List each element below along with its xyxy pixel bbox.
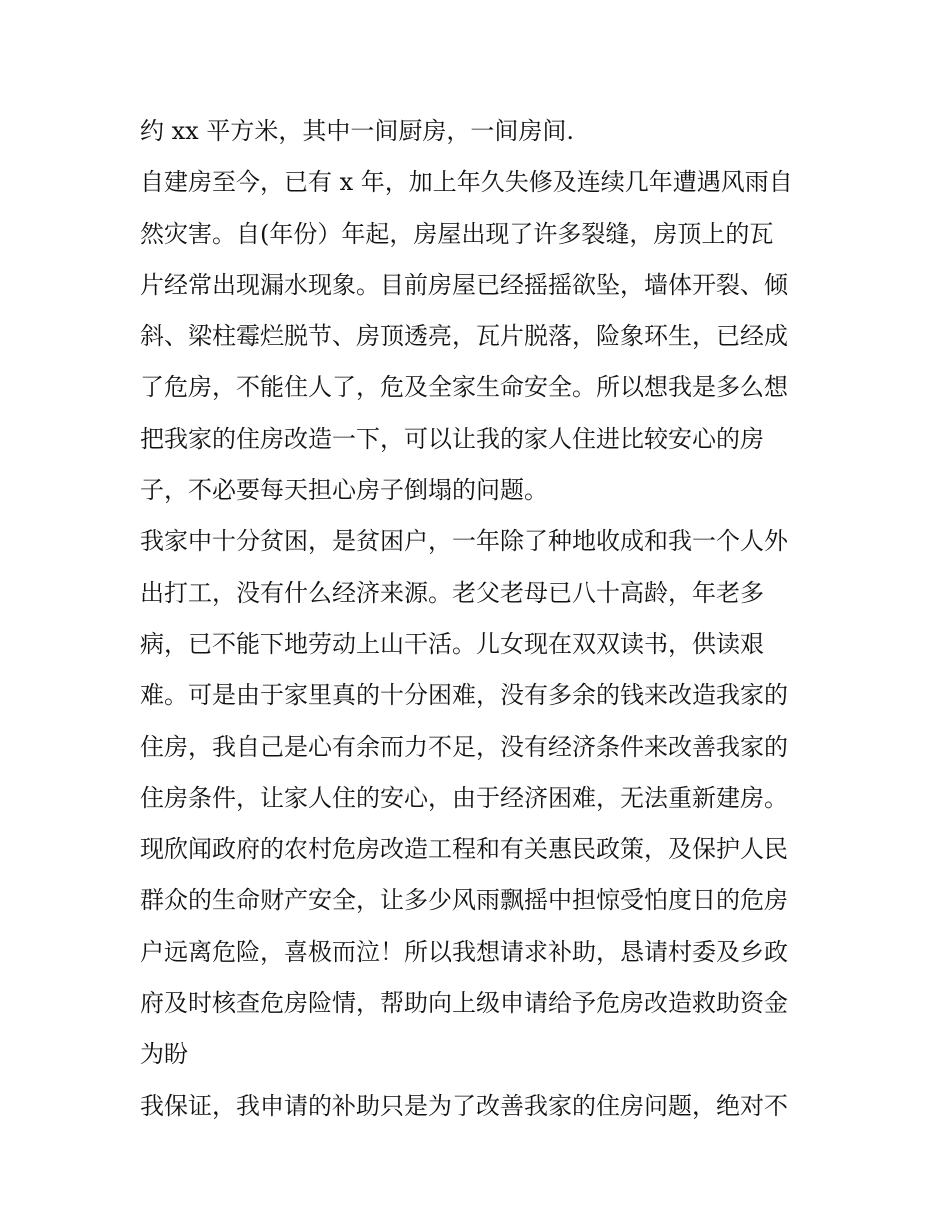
text-line: 自建房至今，已有 x 年，加上年久失修及连续几年遭遇风雨自 [140, 168, 793, 197]
document-body [140, 106, 820, 1132]
text-line: 群众的生命财产安全，让多少风雨飘摇中担惊受怕度日的危房 [140, 886, 788, 915]
text-line: 斜、梁柱霉烂脱节、房顶透亮，瓦片脱落，险象环生，已经成 [140, 322, 788, 351]
text-line: 难。可是由于家里真的十分困难，没有多余的钱来改造我家的 [140, 681, 788, 710]
text-line: 住房，我自己是心有余而力不足，没有经济条件来改善我家的 [140, 732, 788, 761]
text-line: 户远离危险，喜极而泣！所以我想请求补助，恳请村委及乡政 [140, 937, 788, 966]
text-line: 出打工，没有什么经济来源。老父老母已八十高龄，年老多 [140, 578, 764, 607]
text-line: 现欣闻政府的农村危房改造工程和有关惠民政策，及保护人民 [140, 835, 788, 864]
text-line: 把我家的住房改造一下，可以让我的家人住进比较安心的房 [140, 424, 764, 453]
text-line: 府及时核查危房险情，帮助向上级申请给予危房改造救助资金 [140, 989, 788, 1018]
text-line: 我保证，我申请的补助只是为了改善我家的住房问题，绝对不 [140, 1091, 788, 1120]
text-line: 片经常出现漏水现象。目前房屋已经摇摇欲坠，墙体开裂、倾 [140, 270, 788, 299]
text-line: 病，已不能下地劳动上山干活。儿女现在双双读书，供读艰 [140, 629, 764, 658]
text-line: 为盼 [140, 1040, 188, 1069]
text-line: 约 xx 平方米，其中一间厨房，一间房间. [140, 117, 574, 145]
text-line: 然灾害。自(年份）年起，房屋出现了许多裂缝，房顶上的瓦 [140, 219, 774, 248]
text-line: 子，不必要每天担心房子倒塌的问题。 [140, 476, 548, 505]
text-line: 住房条件，让家人住的安心，由于经济困难，无法重新建房。 [140, 783, 788, 812]
text-line: 了危房，不能住人了，危及全家生命安全。所以想我是多么想 [140, 373, 788, 402]
text-line: 我家中十分贫困，是贫困户，一年除了种地收成和我一个人外 [140, 527, 788, 556]
